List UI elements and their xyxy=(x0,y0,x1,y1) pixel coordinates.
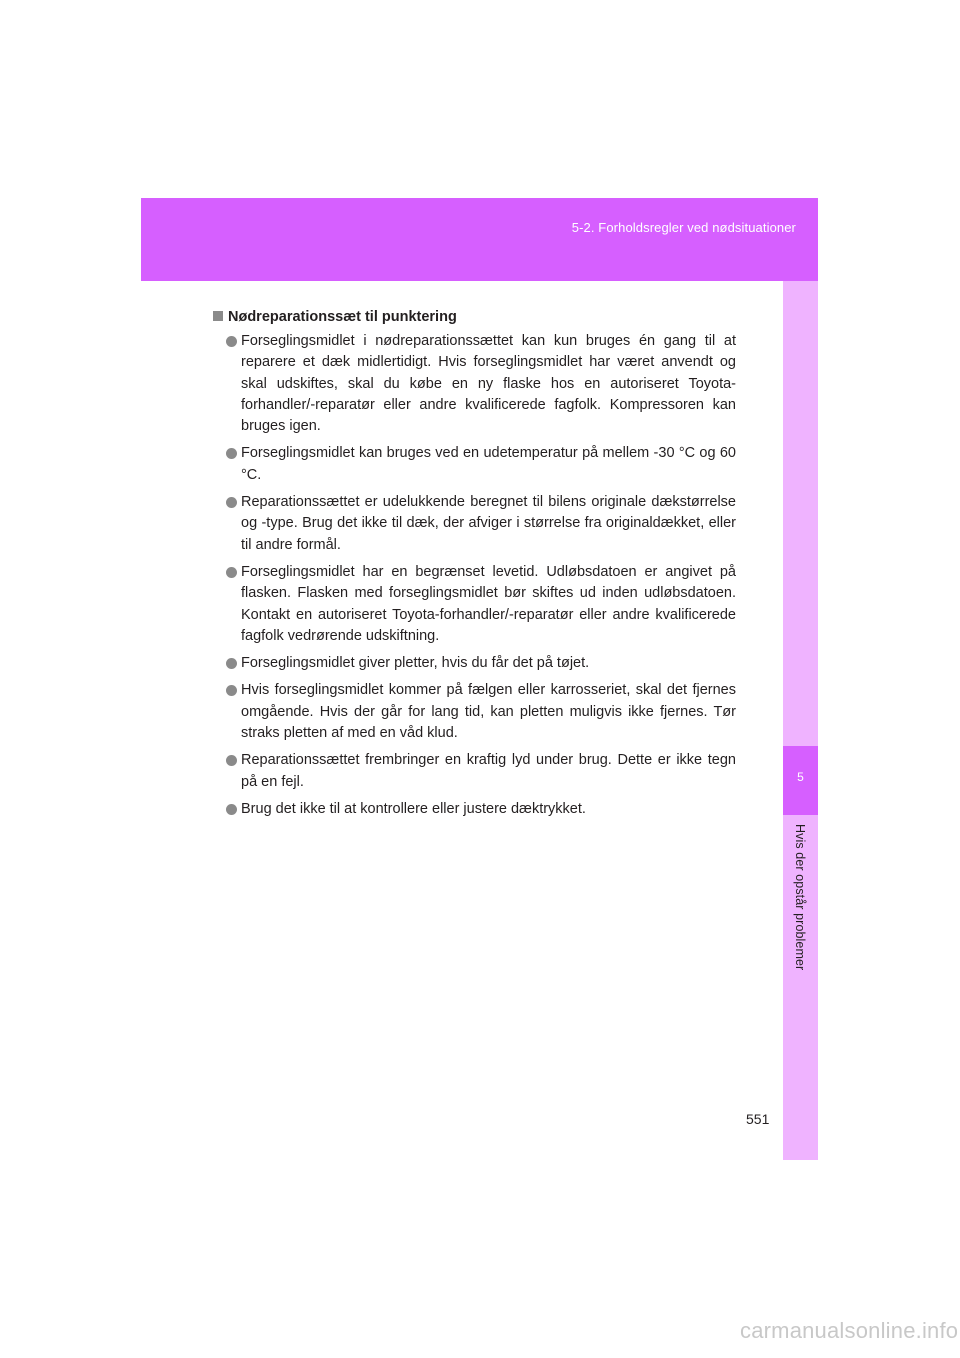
section-heading-text: Nødreparationssæt til punktering xyxy=(228,309,457,325)
main-content xyxy=(213,307,736,826)
page-number: 551 xyxy=(746,1111,770,1127)
list-item-text: Brug det ikke til at kontrollere eller justere dæktrykket. xyxy=(241,800,586,817)
list-item xyxy=(213,653,736,674)
list-item-text: Forseglingsmidlet kan bruges ved en udetemperatur på mellem -30 °C og 60 °C. xyxy=(241,445,736,483)
bullet-icon xyxy=(226,336,237,347)
bullet-icon xyxy=(226,685,237,696)
list-item xyxy=(213,680,736,744)
header-band xyxy=(141,198,818,281)
section-title: 5-2. Forholdsregler ved nødsituationer xyxy=(571,220,796,235)
watermark: carmanualsonline.info xyxy=(740,1318,959,1343)
bullet-icon xyxy=(226,497,237,508)
section-heading xyxy=(213,307,736,328)
bullet-icon xyxy=(226,755,237,766)
list-item-text: Forseglingsmidlet har en begrænset levetid. Udløbsdatoen er angivet på flasken. Flasken med forseglingsmidlet bør skiftes ud inden udløbsdatoen. Kontakt en autoriseret Toyota-forhandler/-reparatør eller andre kvalificerede fagfolk vedrørende udskiftning. xyxy=(241,563,736,644)
list-item xyxy=(213,492,736,556)
list-item xyxy=(213,750,736,793)
list-item-text: Reparationssættet frembringer en kraftig lyd under brug. Dette er ikke tegn på en fejl. xyxy=(241,752,736,790)
bullet-icon xyxy=(226,658,237,669)
list-item xyxy=(213,331,736,437)
list-item xyxy=(213,562,736,647)
list-item-text: Forseglingsmidlet giver pletter, hvis du får det på tøjet. xyxy=(241,655,590,672)
list-item xyxy=(213,799,736,820)
square-bullet-icon xyxy=(213,311,223,321)
bullet-icon xyxy=(226,567,237,578)
chapter-title-container xyxy=(783,824,818,994)
list-item-text: Hvis forseglingsmidlet kommer på fælgen eller karrosseriet, skal det fjernes omgående. Hvis der går for lang tid, kan pletten muligvis ikke fjernes. Tør straks pletten af med en våd klud. xyxy=(241,682,736,742)
chapter-title: Hvis der opstår problemer xyxy=(793,824,807,971)
bullet-icon xyxy=(226,804,237,815)
side-tab xyxy=(783,281,818,1160)
note-list xyxy=(213,331,736,820)
list-item-text: Forseglingsmidlet i nødreparationssættet kan kun bruges én gang til at reparere et dæk midlertidigt. Hvis forseglingsmidlet har været anvendt og skal udskiftes, skal du købe en ny flaske hos en autoriseret Toyota-forhandler/-reparatør eller andre kvalificerede fagfolk. Kompressoren kan bruges igen. xyxy=(241,333,736,435)
bullet-icon xyxy=(226,448,237,459)
list-item-text: Reparationssættet er udelukkende beregnet til bilens originale dækstørrelse og -type. Brug det ikke til dæk, der afviger i størrelse fra originaldækket, eller til andre formål. xyxy=(241,494,736,553)
chapter-number: 5 xyxy=(797,770,804,784)
list-item xyxy=(213,443,736,486)
